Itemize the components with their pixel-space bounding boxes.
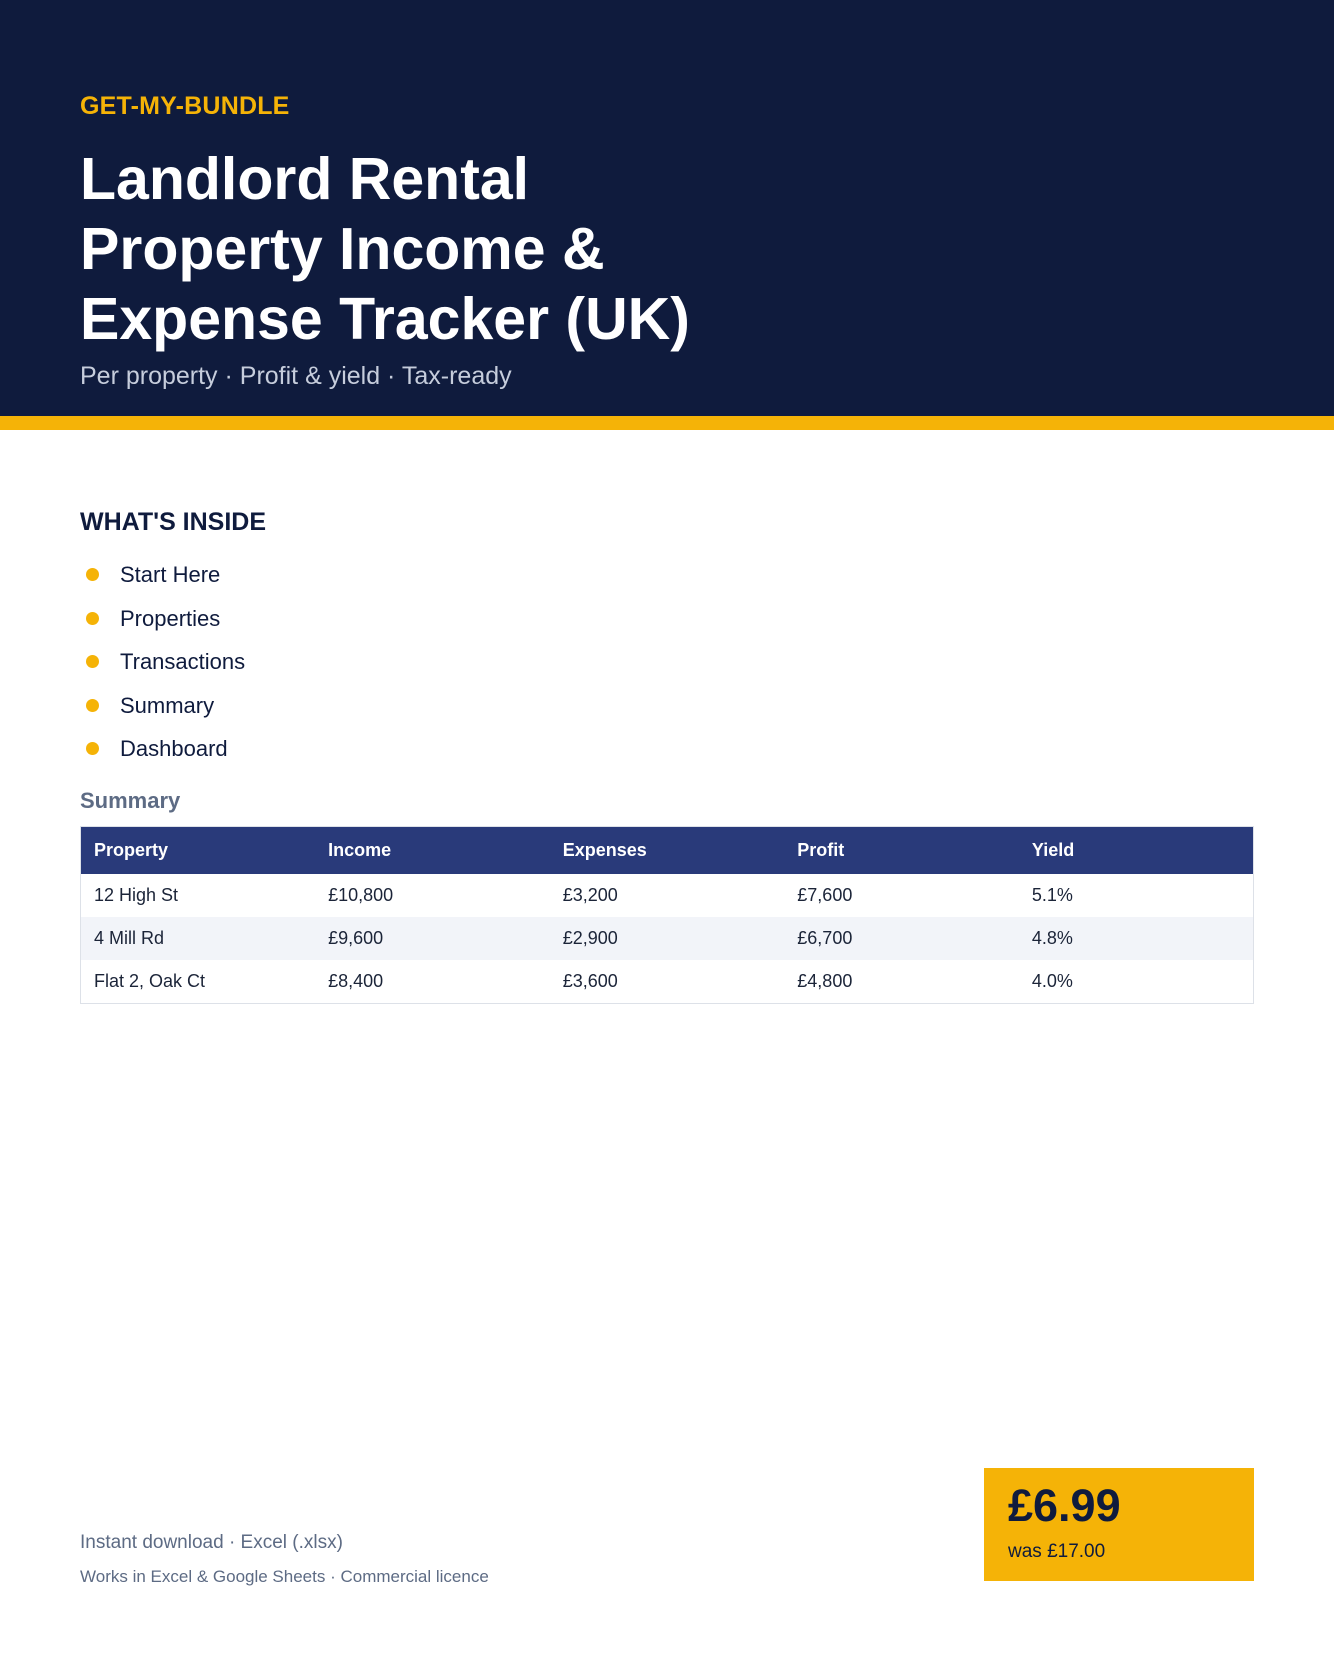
current-price: £6.99: [1008, 1480, 1121, 1531]
page-title: [80, 144, 980, 354]
column-header-yield: Yield: [1031, 840, 1075, 860]
contents-item-label: Summary: [120, 692, 215, 718]
cell-property: 12 High St: [94, 885, 179, 905]
cell-profit: £4,800: [797, 971, 853, 991]
cell-yield: 4.8%: [1031, 928, 1073, 948]
contents-list: [80, 553, 245, 771]
bullet-dot-icon: [86, 699, 99, 712]
table-row: [81, 917, 1254, 960]
bullet-dot-icon: [86, 612, 99, 625]
accent-stripe: [0, 416, 1334, 430]
title-line: Landlord Rental: [80, 146, 530, 212]
contents-item-label: Properties: [120, 605, 221, 631]
table-row: [81, 960, 1254, 1004]
table-row: [81, 874, 1254, 917]
contents-item: [80, 553, 245, 597]
column-header-profit: Profit: [797, 840, 845, 860]
title-line: Expense Tracker (UK): [80, 286, 690, 352]
cell-income: £10,800: [328, 885, 394, 905]
original-price: was £17.00: [1008, 1541, 1106, 1562]
bullet-dot-icon: [86, 568, 99, 581]
column-header-property: Property: [94, 840, 169, 860]
cell-profit: £7,600: [797, 885, 853, 905]
page-subtitle: Per property · Profit & yield · Tax-ready: [80, 362, 512, 390]
contents-item: [80, 597, 245, 641]
cell-property: 4 Mill Rd: [94, 928, 165, 948]
cell-yield: 4.0%: [1031, 971, 1073, 991]
bullet-dot-icon: [86, 655, 99, 668]
price-box: [984, 1468, 1254, 1581]
footer-compatibility-info: Works in Excel & Google Sheets · Commercial licence: [80, 1567, 489, 1586]
cell-property: Flat 2, Oak Ct: [94, 971, 206, 991]
cell-income: £9,600: [328, 928, 384, 948]
footer-download-info: Instant download · Excel (.xlsx): [80, 1532, 343, 1553]
contents-item-label: Dashboard: [120, 736, 228, 761]
column-header-expenses: Expenses: [562, 840, 647, 860]
summary-table: [80, 826, 1254, 1004]
contents-item: [80, 684, 245, 728]
cell-profit: £6,700: [797, 928, 853, 948]
contents-item: [80, 727, 245, 771]
brand-label: GET-MY-BUNDLE: [80, 92, 290, 120]
cell-expenses: £3,600: [562, 971, 618, 991]
cell-expenses: £3,200: [562, 885, 618, 905]
contents-item-label: Transactions: [120, 649, 246, 674]
cell-income: £8,400: [328, 971, 384, 991]
bullet-dot-icon: [86, 742, 99, 755]
whats-inside-heading: WHAT'S INSIDE: [80, 508, 267, 536]
cell-expenses: £2,900: [562, 928, 618, 948]
contents-item-label: Start Here: [120, 562, 221, 587]
contents-item: [80, 640, 245, 684]
summary-table-label: Summary: [80, 788, 181, 813]
cell-yield: 5.1%: [1031, 885, 1073, 905]
column-header-income: Income: [328, 840, 392, 860]
title-line: Property Income &: [80, 216, 605, 282]
table-header-row: [81, 827, 1254, 875]
